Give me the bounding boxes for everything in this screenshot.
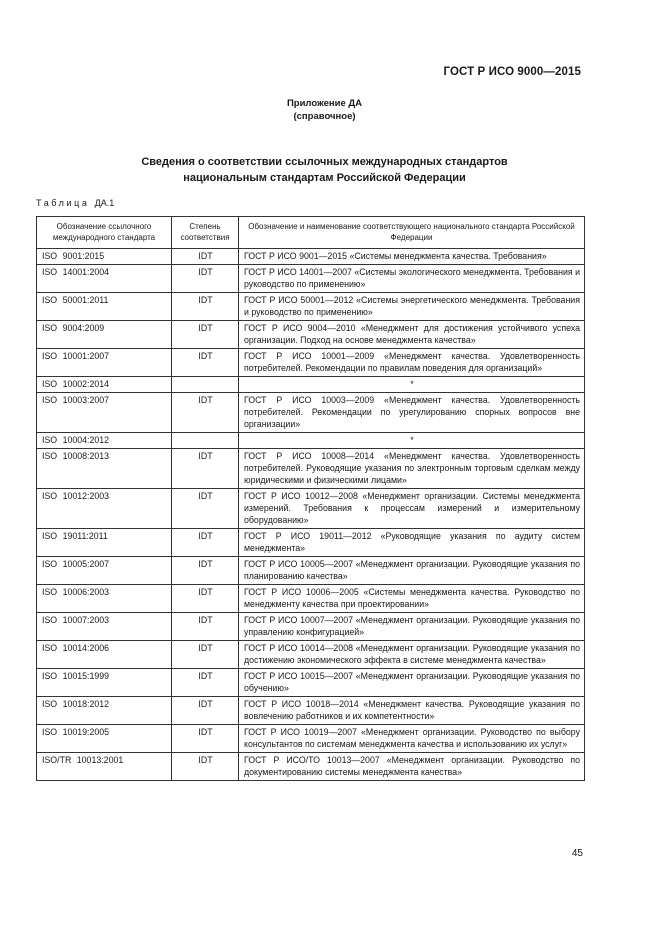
intl-standard-cell: ISO 10007:2003	[37, 613, 172, 641]
table-caption	[36, 198, 114, 208]
table-row	[37, 557, 585, 585]
table-caption-label: Таблица	[36, 198, 90, 208]
degree-cell: IDT	[172, 725, 239, 753]
national-standard-cell: ГОСТ Р ИСО 10014—2008 «Менеджмент организации. Руководящие указания по достижению экономического эффекта в системе менеджмента качества»	[239, 641, 585, 669]
degree-cell: IDT	[172, 349, 239, 377]
correspondence-table	[36, 216, 585, 781]
table-row	[37, 753, 585, 781]
intl-standard-cell: ISO 10014:2006	[37, 641, 172, 669]
table-caption-number: ДА.1	[94, 198, 115, 208]
header-intl-standard: Обозначение ссылочного международного стандарта	[37, 217, 172, 249]
degree-cell: IDT	[172, 669, 239, 697]
appendix-label: Приложение ДА	[286, 98, 363, 109]
intl-standard-cell: ISO 10002:2014	[37, 377, 172, 393]
page-title	[0, 154, 661, 186]
appendix-status: (справочное)	[293, 111, 356, 122]
intl-standard-cell: ISO 14001:2004	[37, 265, 172, 293]
table-row	[37, 265, 585, 293]
degree-cell: IDT	[172, 529, 239, 557]
national-standard-cell: ГОСТ Р ИСО 10008—2014 «Менеджмент качества. Удовлетворенность потребителей. Руководящие указания по электронным торговым сделкам между юридическими и физическими лицами»	[239, 449, 585, 489]
intl-standard-cell: ISO 10019:2005	[37, 725, 172, 753]
national-standard-cell: ГОСТ Р ИСО 50001—2012 «Системы энергетического менеджмента. Требования и руководство по применению»	[239, 293, 585, 321]
degree-cell: IDT	[172, 321, 239, 349]
degree-cell: IDT	[172, 557, 239, 585]
national-standard-cell: *	[239, 377, 585, 393]
table-row	[37, 613, 585, 641]
national-standard-cell: ГОСТ Р ИСО 10001—2009 «Менеджмент качества. Удовлетворенность потребителей. Рекомендации по правилам поведения для организаций»	[239, 349, 585, 377]
table-row	[37, 489, 585, 529]
national-standard-cell: ГОСТ Р ИСО 10012—2008 «Менеджмент организации. Системы менеджмента измерений. Требования к процессам измерений и измерительному оборудованию»	[239, 489, 585, 529]
page-title-line-2: национальным стандартам Российской Федерации	[183, 172, 466, 184]
table-row	[37, 433, 585, 449]
degree-cell: IDT	[172, 449, 239, 489]
national-standard-cell: ГОСТ Р ИСО 10007—2007 «Менеджмент организации. Руководящие указания по управлению конфигурацией»	[239, 613, 585, 641]
page-number: 45	[571, 848, 583, 859]
national-standard-cell: ГОСТ Р ИСО 10018—2014 «Менеджмент качества. Руководящие указания по вовлечению работников и их компетентности»	[239, 697, 585, 725]
intl-standard-cell: ISO 10012:2003	[37, 489, 172, 529]
degree-cell: IDT	[172, 585, 239, 613]
intl-standard-cell: ISO 10018:2012	[37, 697, 172, 725]
intl-standard-cell: ISO 50001:2011	[37, 293, 172, 321]
table-row	[37, 293, 585, 321]
national-standard-cell: ГОСТ Р ИСО 9004—2010 «Менеджмент для достижения устойчивого успеха организации. Подход на основе менеджмента качества»	[239, 321, 585, 349]
national-standard-cell: ГОСТ Р ИСО 19011—2012 «Руководящие указания по аудиту систем менеджмента»	[239, 529, 585, 557]
appendix-heading	[0, 97, 661, 123]
degree-cell: IDT	[172, 265, 239, 293]
national-standard-cell: *	[239, 433, 585, 449]
intl-standard-cell: ISO 10001:2007	[37, 349, 172, 377]
table-row	[37, 249, 585, 265]
national-standard-cell: ГОСТ Р ИСО/ТО 10013—2007 «Менеджмент организации. Руководство по документированию системы менеджмента качества»	[239, 753, 585, 781]
degree-cell	[172, 433, 239, 449]
degree-cell: IDT	[172, 249, 239, 265]
degree-cell: IDT	[172, 641, 239, 669]
table-header-row	[37, 217, 585, 249]
intl-standard-cell: ISO 9001:2015	[37, 249, 172, 265]
table-row	[37, 641, 585, 669]
intl-standard-cell: ISO/TR 10013:2001	[37, 753, 172, 781]
degree-cell: IDT	[172, 697, 239, 725]
page-title-line-1: Сведения о соответствии ссылочных международных стандартов	[141, 156, 508, 168]
header-national-standard: Обозначение и наименование соответствующего национального стандарта Российской Федерации	[239, 217, 585, 249]
intl-standard-cell: ISO 19011:2011	[37, 529, 172, 557]
degree-cell: IDT	[172, 293, 239, 321]
table-row	[37, 725, 585, 753]
degree-cell: IDT	[172, 489, 239, 529]
table-body	[37, 249, 585, 781]
national-standard-cell: ГОСТ Р ИСО 10005—2007 «Менеджмент организации. Руководящие указания по планированию качества»	[239, 557, 585, 585]
table-row	[37, 449, 585, 489]
national-standard-cell: ГОСТ Р ИСО 10019—2007 «Менеджмент организации. Руководство по выбору консультантов по системам менеджмента качества и использованию их услуг»	[239, 725, 585, 753]
table-row	[37, 321, 585, 349]
degree-cell	[172, 377, 239, 393]
intl-standard-cell: ISO 10004:2012	[37, 433, 172, 449]
degree-cell: IDT	[172, 753, 239, 781]
table-row	[37, 585, 585, 613]
national-standard-cell: ГОСТ Р ИСО 10003—2009 «Менеджмент качества. Удовлетворенность потребителей. Рекомендации по урегулированию спорных вопросов вне организации»	[239, 393, 585, 433]
national-standard-cell: ГОСТ Р ИСО 10006—2005 «Системы менеджмента качества. Руководство по менеджменту качества при проектировании»	[239, 585, 585, 613]
national-standard-cell: ГОСТ Р ИСО 14001—2007 «Системы экологического менеджмента. Требования и руководство по применению»	[239, 265, 585, 293]
national-standard-cell: ГОСТ Р ИСО 9001—2015 «Системы менеджмента качества. Требования»	[239, 249, 585, 265]
intl-standard-cell: ISO 10006:2003	[37, 585, 172, 613]
table-row	[37, 669, 585, 697]
table-row	[37, 529, 585, 557]
intl-standard-cell: ISO 10008:2013	[37, 449, 172, 489]
degree-cell: IDT	[172, 613, 239, 641]
intl-standard-cell: ISO 10005:2007	[37, 557, 172, 585]
table-row	[37, 697, 585, 725]
table-row	[37, 393, 585, 433]
table-row	[37, 349, 585, 377]
table-row	[37, 377, 585, 393]
document-code: ГОСТ Р ИСО 9000—2015	[443, 66, 581, 78]
intl-standard-cell: ISO 9004:2009	[37, 321, 172, 349]
header-degree: Степень соответствия	[172, 217, 239, 249]
national-standard-cell: ГОСТ Р ИСО 10015—2007 «Менеджмент организации. Руководящие указания по обучению»	[239, 669, 585, 697]
intl-standard-cell: ISO 10003:2007	[37, 393, 172, 433]
degree-cell: IDT	[172, 393, 239, 433]
intl-standard-cell: ISO 10015:1999	[37, 669, 172, 697]
